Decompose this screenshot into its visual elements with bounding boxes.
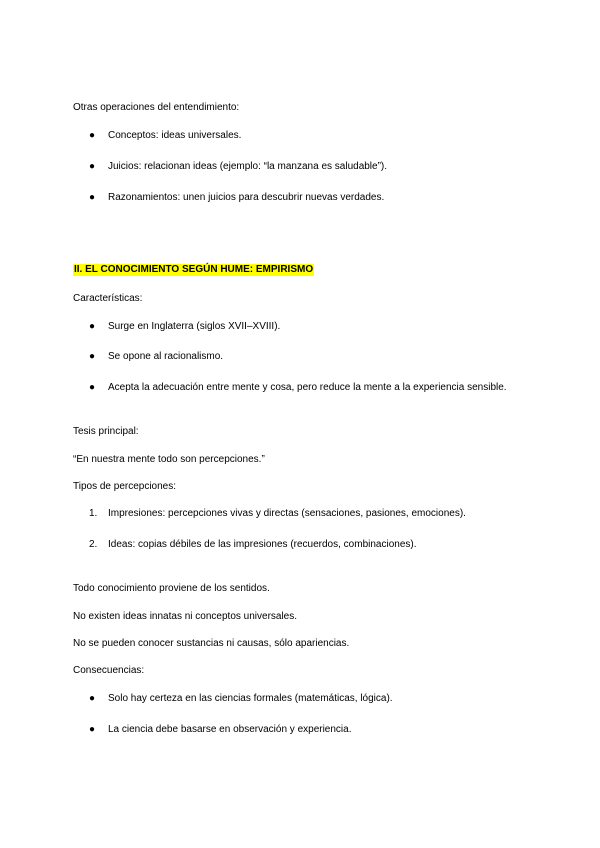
bullet-icon: ● [89, 351, 96, 362]
consecuencias-label: Consecuencias: [73, 665, 145, 676]
list-item-text: Acepta la adecuación entre mente y cosa, pero reduce la mente a la experiencia sensible. [108, 382, 507, 393]
numbered-item [89, 539, 417, 551]
list-item [89, 724, 352, 736]
bullet-icon: ● [89, 192, 96, 203]
list-item [89, 382, 507, 394]
item-number: 1. [89, 508, 98, 519]
tesis-label: Tesis principal: [73, 426, 139, 437]
numbered-item [89, 508, 466, 520]
list-item [89, 130, 241, 142]
list-item-text: La ciencia debe basarse en observación y experiencia. [108, 724, 352, 735]
statement: No se pueden conocer sustancias ni causas, sólo apariencias. [73, 638, 350, 649]
tipos-label: Tipos de percepciones: [73, 481, 177, 492]
tesis-quote: “En nuestra mente todo son percepciones.” [73, 454, 265, 465]
list-item [89, 161, 387, 173]
list-item [89, 321, 280, 333]
intro-text: Otras operaciones del entendimiento: [73, 102, 240, 113]
bullet-icon: ● [89, 130, 96, 141]
bullet-icon: ● [89, 321, 96, 332]
list-item-text: Se opone al racionalismo. [108, 351, 224, 362]
list-item [89, 192, 384, 204]
caracteristicas-label: Características: [73, 293, 143, 304]
list-item-text: Solo hay certeza en las ciencias formales (matemáticas, lógica). [108, 693, 393, 704]
item-number: 2. [89, 539, 98, 550]
bullet-icon: ● [89, 161, 96, 172]
list-item-text: Ideas: copias débiles de las impresiones (recuerdos, combinaciones). [108, 539, 417, 550]
statement: No existen ideas innatas ni conceptos universales. [73, 611, 298, 622]
bullet-icon: ● [89, 693, 96, 704]
list-item-text: Conceptos: ideas universales. [108, 130, 242, 141]
list-item-text: Impresiones: percepciones vivas y directas (sensaciones, pasiones, emociones). [108, 508, 466, 519]
statement: Todo conocimiento proviene de los sentidos. [73, 583, 270, 594]
list-item-text: Juicios: relacionan ideas (ejemplo: “la manzana es saludable”). [108, 161, 388, 172]
list-item [89, 693, 393, 705]
list-item [89, 351, 223, 363]
section-heading: II. EL CONOCIMIENTO SEGÚN HUME: EMPIRISMO [74, 264, 314, 275]
bullet-icon: ● [89, 382, 96, 393]
bullet-icon: ● [89, 724, 96, 735]
list-item-text: Surge en Inglaterra (siglos XVII–XVIII). [108, 321, 281, 332]
list-item-text: Razonamientos: unen juicios para descubrir nuevas verdades. [108, 192, 385, 203]
